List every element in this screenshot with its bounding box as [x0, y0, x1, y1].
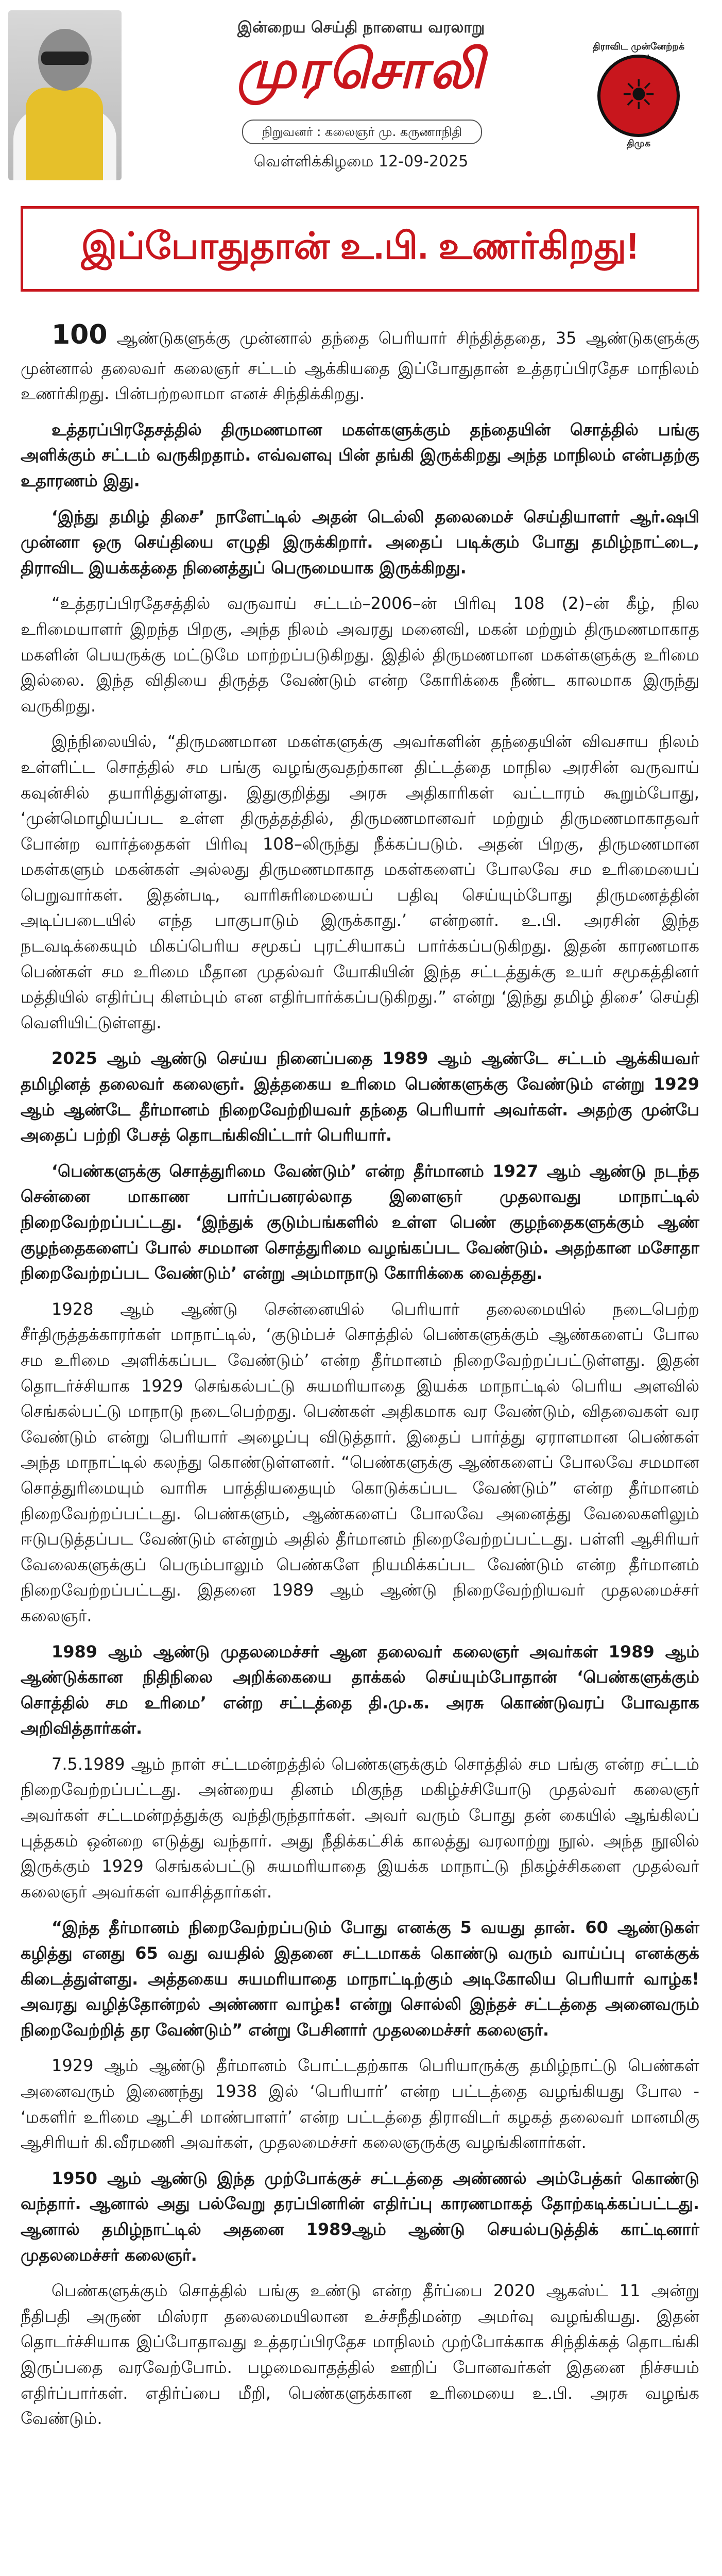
headline-box — [21, 206, 699, 292]
article-paragraph: 1929 ஆம் ஆண்டு தீர்மானம் போட்டதற்காக பெரியாருக்கு தமிழ்நாட்டு பெண்கள் அனைவரும் இணைந்து 1938 இல் ‘பெரியார்’ என்ற பட்டத்தை வழங்கியது போல - ‘மகளிர் உரிமை ஆட்சி மாண்பாளர்’ என்ற பட்டத்தை திராவிடர் கழகத் தலைவர் மானமிகு ஆசிரியர் கி.வீரமணி அவர்கள், முதலமைச்சர் கலைஞருக்கு வழங்கினார்கள். — [21, 2056, 699, 2153]
article-paragraph: 1989 ஆம் ஆண்டு முதலமைச்சர் ஆன தலைவர் கலைஞர் அவர்கள் 1989 ஆம் ஆண்டுக்கான நிதிநிலை அறிக்கையை தாக்கல் செய்யும்போதான் ‘பெண்களுக்கும் சொத்தில் சம உரிமை’ என்ற சட்டத்தை தி.மு.க. அரசு கொண்டுவரப் போவதாக அறிவித்தார்கள். — [21, 1641, 699, 1738]
headline: இப்போதுதான் உ.பி. உணர்கிறது! — [81, 226, 639, 267]
article-paragraph: 2025 ஆம் ஆண்டு செய்ய நினைப்பதை 1989 ஆம் ஆண்டே சட்டம் ஆக்கியவர் தமிழினத் தலைவர் கலைஞர். இத்தகைய உரிமை பெண்களுக்கு வேண்டும் என்று 1929 ஆம் ஆண்டே தீர்மானம் நிறைவேற்றியவர் தந்தை பெரியார் அவர்கள். அதற்கு முன்பே அதைப் பற்றி பேசத் தொடங்கிவிட்டார் பெரியார். — [21, 1048, 699, 1145]
party-emblem — [582, 41, 695, 149]
article-body — [21, 314, 699, 2442]
article-paragraph: 1928 ஆம் ஆண்டு சென்னையில் பெரியார் தலைமையில் நடைபெற்ற சீர்திருத்தக்காரர்கள் மாநாட்டில், ‘குடும்பச் சொத்தில் பெண்களுக்கும் ஆண்களைப் போல சம உரிமை அளிக்கப்பட வேண்டும்’ என்ற தீர்மானம் நிறைவேற்றப்பட்டுள்ளது. இதன் தொடர்ச்சியாக 1929 செங்கல்பட்டு சுயமரியாதை இயக்க மாநாட்டில் பெரிய அளவில் செங்கல்பட்டு மாநாடு நடைபெற்றது. பெண்கள் அதிகமாக வர வேண்டும், விதவைகள் வர வேண்டும் என்று பெரியார் அழைப்பு விடுத்தார். இதைப் பார்த்து ஏராளமான பெண்கள் அந்த மாநாட்டில் கலந்து கொண்டுள்ளனர். “பெண்களுக்கு ஆண்களைப் போலவே சமமான சொத்துரிமையும் வாரிசு பாத்தியதையும் கொடுக்கப்பட வேண்டும்” என்ற தீர்மானம் நிறைவேற்றப்பட்டது. பெண்களும், ஆண்களைப் போலவே அனைத்து வேலைகளிலும் ஈடுபடுத்தப்பட வேண்டும் என்றும் அதில் தீர்மானம் நிறைவேற்றப்பட்டது. பள்ளி ஆசிரியர் வேலைகளுக்குப் பெரும்பாலும் பெண்களே நியமிக்கப்பட வேண்டும் என்ற தீர்மானம் நிறைவேற்றப்பட்டது. இதனை 1989 ஆம் ஆண்டு நிறைவேற்றியவர் முதலமைச்சர் கலைஞர். — [21, 1299, 700, 1625]
paragraph-text: ஆண்டுகளுக்கு முன்னால் தந்தை பெரியார் சிந்தித்ததை, 35 ஆண்டுகளுக்கு முன்னால் தலைவர் கலைஞர் சட்டம் ஆக்கியதை இப்போதுதான் உத்தரப்பிரதேச மாநிலம் உணர்கிறது. பின்பற்றலாமா எனச் சிந்திக்கிறது. — [21, 328, 699, 404]
article-paragraph: இந்நிலையில், “திருமணமான மகள்களுக்கு அவர்களின் தந்தையின் விவசாய நிலம் உள்ளிட்ட சொத்தில் சம பங்கு வழங்குவதற்கான திட்டத்தை மாநில அரசின் வருவாய் கவுன்சில் தயாரித்துள்ளது. இதுகுறித்து அரசு அதிகாரிகள் வட்டாரம் கூறும்போது, ‘முன்மொழியப்பட உள்ள திருத்தத்தில், திருமணமானவர் மற்றும் திருமணமாகாதவர் போன்ற வார்த்தைகள் பிரிவு 108–லிருந்து நீக்கப்படும். அதன் பிறகு, திருமணமான மகள்களும் மகன்கள் அல்லது திருமணமாகாத மகள்களைப் போலவே சம உரிமையைப் பெறுவார்கள். இதன்படி, வாரிசுரிமையைப் பதிவு செய்யும்போது திருமணத்தின் அடிப்படையில் எந்த பாகுபாடும் இருக்காது.’ என்றனர். உ.பி. அரசின் இந்த நடவடிக்கையும் மிகப்பெரிய சமூகப் புரட்சியாகப் பார்க்கப்படுகிறது. இதன் காரணமாக பெண்கள் சம உரிமை மீதான முதல்வர் யோகியின் இந்த சட்டத்துக்கு உயர் சமூகத்தினர் மத்தியில் எதிர்ப்பு கிளம்பும் என எதிர்பார்க்கப்படுகிறது.” என்று ‘இந்து தமிழ் திசை’ செய்தி வெளியிட்டுள்ளது. — [21, 732, 699, 1032]
issue-date: வெள்ளிக்கிழமை 12-09-2025 — [253, 152, 469, 171]
emblem-bottom-text: திமுக — [626, 138, 651, 149]
emblem-top-text: திராவிட முன்னேற்றக் — [592, 41, 685, 52]
founder-line: நிறுவனர் : கலைஞர் மு. கருணாநிதி — [242, 120, 482, 144]
lead-number: 100 — [51, 319, 108, 350]
article-paragraph: 7.5.1989 ஆம் நாள் சட்டமன்றத்தில் பெண்களுக்கும் சொத்தில் சம பங்கு என்ற சட்டம் நிறைவேற்றப்பட்டது. அன்றைய தினம் மிகுந்த மகிழ்ச்சியோடு முதல்வர் கலைஞர் அவர்கள் சட்டமன்றத்துக்கு வந்திருந்தார்கள். அவர் வரும் போது தன் கையில் ஆங்கிலப் புத்தகம் ஒன்றை எடுத்து வந்தார். அது நீதிக்கட்சிக் காலத்து வரலாற்று நூல். அந்த நூலில் இருக்கும் 1929 செங்கல்பட்டு சுயமரியாதை இயக்க மாநாட்டு நிகழ்ச்சிகளை முதல்வர் கலைஞர் அவர்கள் வாசித்தார்கள். — [21, 1754, 699, 1902]
masthead-tagline: இன்றைய செய்தி நாளைய வரலாறு — [237, 19, 485, 37]
article-paragraph: உத்தரப்பிரதேசத்தில் திருமணமான மகள்களுக்கும் தந்தையின் சொத்தில் பங்கு அளிக்கும் சட்டம் வருகிறதாம். எவ்வளவு பின் தங்கி இருக்கிறது அந்த மாநிலம் என்பதற்கு உதாரணம் இது. — [21, 419, 699, 490]
emblem-mark-icon: ☀ — [620, 71, 657, 119]
article-paragraph: “இந்த தீர்மானம் நிறைவேற்றப்படும் போது எனக்கு 5 வயது தான். 60 ஆண்டுகள் கழித்து எனது 65 வது வயதில் இதனை சட்டமாகக் கொண்டு வரும் வாய்ப்பு எனக்குக் கிடைத்துள்ளது. அத்தகைய சுயமரியாதை மாநாட்டிற்கும் அடிகோலிய பெரியார் வாழ்க! அவரது வழித்தோன்றல் அண்ணா வாழ்க! என்று சொல்லி இந்தச் சட்டத்தை அனைவரும் நிறைவேற்றித் தர வேண்டும்” என்று பேசினார் முதலமைச்சர் கலைஞர். — [21, 1918, 699, 2040]
newspaper-logo: முரசொலி — [236, 40, 486, 99]
article-paragraph: ‘பெண்களுக்கு சொத்துரிமை வேண்டும்’ என்ற தீர்மானம் 1927 ஆம் ஆண்டு நடந்த சென்னை மாகாண பார்ப்பனரல்லாத இளைஞர் முதலாவது மாநாட்டில் நிறைவேற்றப்பட்டது. ‘இந்துக் குடும்பங்களில் உள்ள பெண் குழந்தைகளுக்கும் ஆண் குழந்தைகளைப் போல் சமமான சொத்துரிமை வழங்கப்பட வேண்டும். அதற்கான மசோதா நிறைவேற்றப்பட வேண்டும்’ என்று அம்மாநாடு கோரிக்கை வைத்தது. — [21, 1161, 699, 1283]
masthead — [0, 0, 722, 185]
article-paragraph — [21, 314, 699, 407]
article-paragraph: “உத்தரப்பிரதேசத்தில் வருவாய் சட்டம்–2006–ன் பிரிவு 108 (2)–ன் கீழ், நில உரிமையாளர் இறந்த பிறகு, அந்த நிலம் அவரது மனைவி, மகன் மற்றும் திருமணமாகாத மகளின் பெயருக்கு மட்டுமே மாற்றப்படுகிறது. இதில் திருமணமான மகள்களுக்கு உரிமை இல்லை. இந்த விதியை திருத்த வேண்டும் என்ற கோரிக்கை நீண்ட காலமாக இருந்து வருகிறது. — [21, 594, 699, 716]
article-paragraph: ‘இந்து தமிழ் திசை’ நாளேட்டில் அதன் டெல்லி தலைமைச் செய்தியாளர் ஆர்.ஷபி முன்னா ஒரு செய்தியை எழுதி இருக்கிறார். அதைப் படிக்கும் போது தமிழ்நாட்டை, திராவிட இயக்கத்தை நினைத்துப் பெருமையாக இருக்கிறது. — [21, 506, 699, 578]
article-paragraph: பெண்களுக்கும் சொத்தில் பங்கு உண்டு என்ற தீர்ப்பை 2020 ஆகஸ்ட் 11 அன்று நீதிபதி அருண் மிஸ்ரா தலைமையிலான உச்சநீதிமன்ற அமர்வு வழங்கியது. இதன் தொடர்ச்சியாக இப்போதாவது உத்தரப்பிரதேச மாநிலம் முற்போக்காக சிந்திக்கத் தொடங்கி இருப்பதை வரவேற்போம். பழமைவாதத்தில் ஊறிப் போனவர்கள் இதனை நிச்சயம் எதிர்ப்பார்கள். எதிர்ப்பை மீறி, பெண்களுக்கான உரிமையை உ.பி. அரசு வழங்க வேண்டும். — [21, 2281, 699, 2429]
article-paragraph: 1950 ஆம் ஆண்டு இந்த முற்போக்குச் சட்டத்தை அண்ணல் அம்பேத்கர் கொண்டு வந்தார். ஆனால் அது பல்வேறு தரப்பினரின் எதிர்ப்பு காரணமாகத் தோற்கடிக்கப்பட்டது. ஆனால் தமிழ்நாட்டில் அதனை 1989ஆம் ஆண்டு செயல்படுத்திக் காட்டினார் முதலமைச்சர் கலைஞர். — [21, 2168, 699, 2265]
